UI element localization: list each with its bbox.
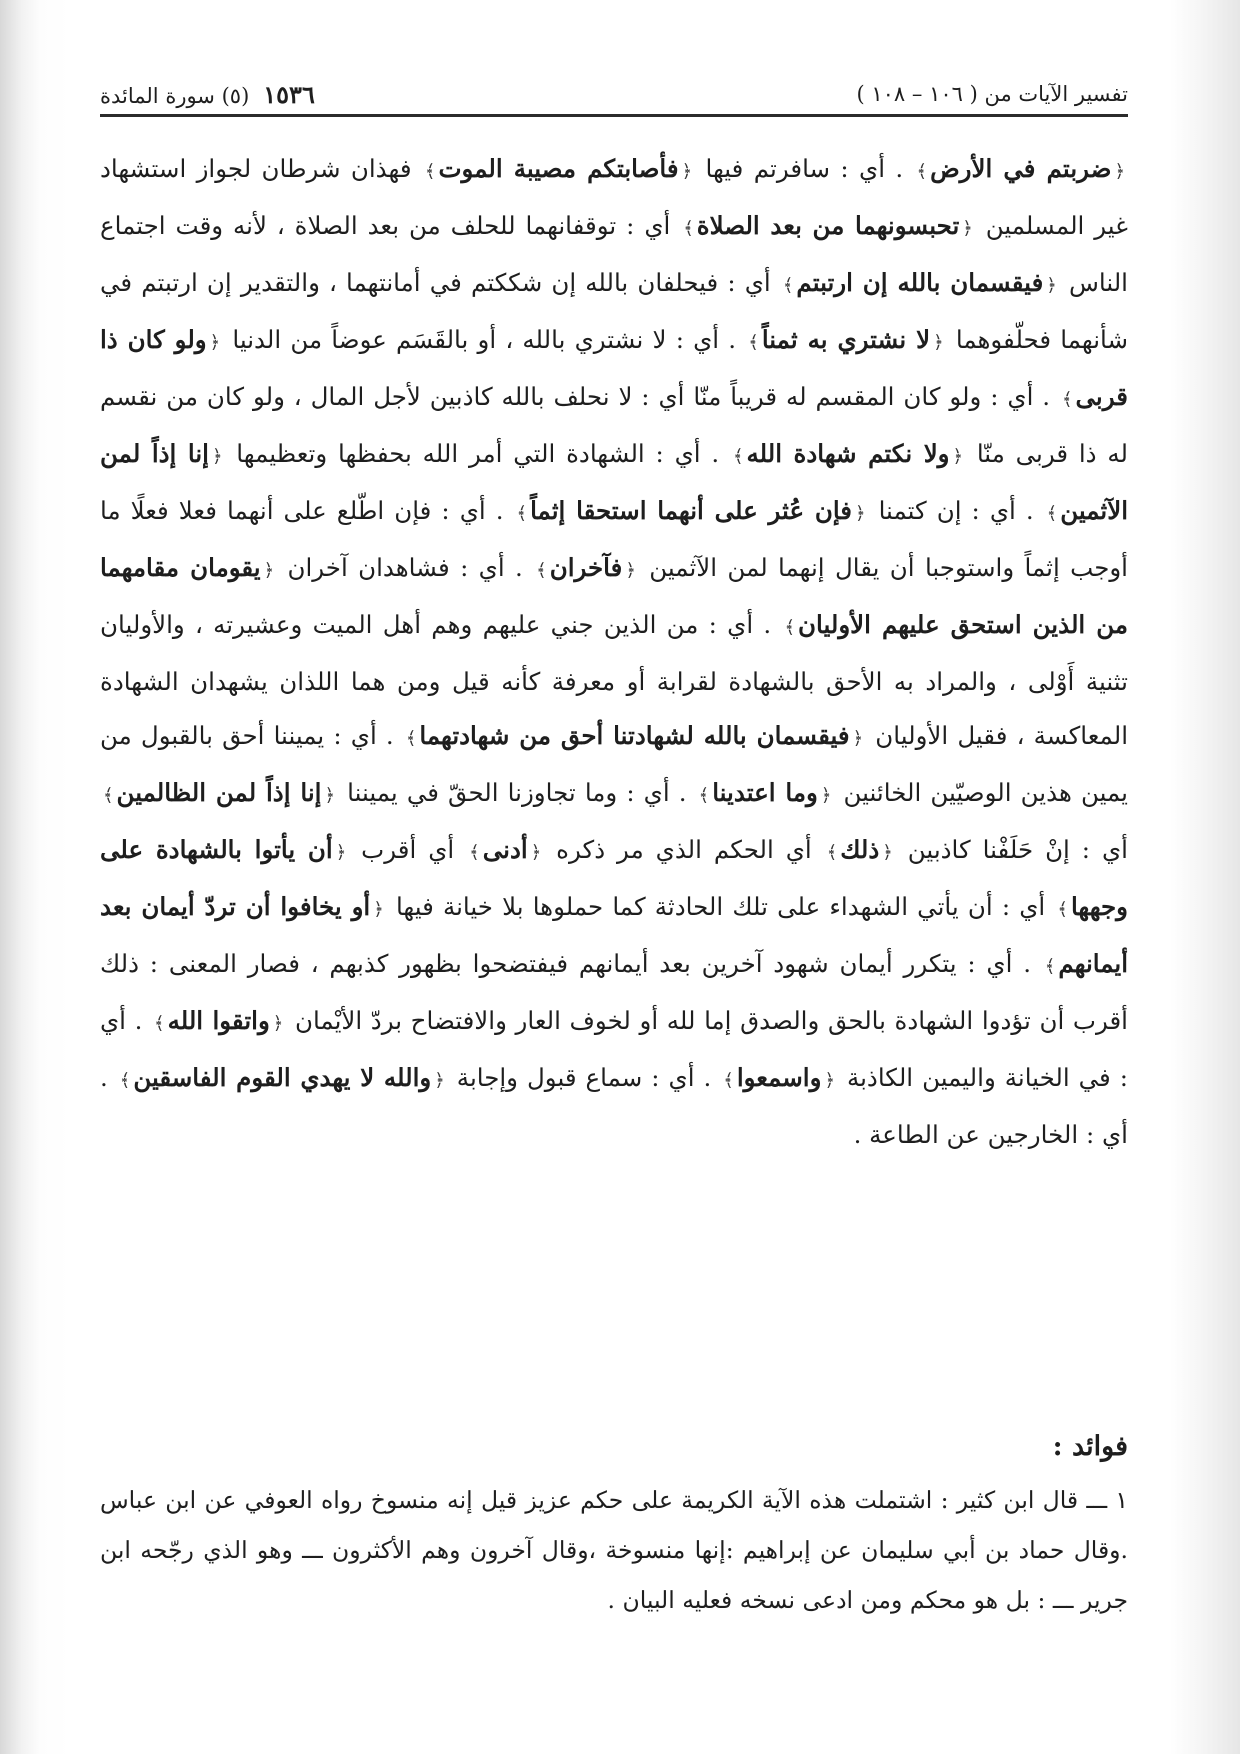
ornate-bracket-open: ﴿	[211, 446, 223, 467]
page-header	[100, 74, 1128, 117]
quran-phrase	[824, 835, 896, 864]
commentary-text: أي : فيحلفان بالله إن شككتم في أمانتهما ، والتقدير إن ارتبتم في شأنهما فحلّفوهما	[100, 268, 1129, 354]
ornate-bracket-open: ﴿	[625, 560, 636, 581]
ornate-bracket-open: ﴿	[1114, 161, 1126, 182]
quran-phrase	[720, 1063, 838, 1092]
commentary-text: . أي : لا نشتري بالله ، أو بالقَسَم عوضاً من الدنيا	[223, 325, 737, 354]
ornate-bracket-close: ﴾	[748, 332, 759, 353]
commentary-text: . أي : يتكرر أيمان شهود آخرين بعد أيمانهم فيفتضحوا بظهور كذبهم ، فصار المعنى : ذلك أقرب أن تؤدوا الشهادة بالحق والصدق إما لله أو لخوف العار والافتضاح بردّ الأيْمان	[100, 949, 1128, 1035]
tafsir-body	[100, 142, 1128, 1162]
page-number: ١٥٣٦	[263, 79, 315, 109]
section-title: تفسير الآيات من ( ١٠٦ – ١٠٨ )	[856, 82, 1128, 106]
commentary-text: . أي : فشاهدان آخران	[277, 553, 523, 582]
quran-text: أو يخافوا أن تردّ أيمان بعد أيمانهم	[100, 892, 1129, 978]
quran-text: فإن عُثر على أنهما استحقا إثماً	[530, 496, 853, 525]
quran-phrase	[533, 553, 639, 582]
ornate-bracket-close: ﴾	[154, 1013, 165, 1034]
quran-text: لا نشتري به ثمناً	[761, 325, 931, 354]
commentary-text: . أي : الشهادة التي أمر الله بحفظها وتعظيمها	[225, 439, 720, 468]
quran-phrase	[730, 439, 966, 468]
ornate-bracket-close: ﴾	[405, 728, 417, 749]
benefit-item: ١ ـــ قال ابن كثير : اشتملت هذه الآية الكريمة على حكم عزيز قيل إنه منسوخ رواه العوفي عن ابن عباس .وقال حماد بن أبي سليمان عن إبراهيم :إنها منسوخة ،وقال آخرون وهم الأكثرون ـــ وهو الذي رجّحه ابن جرير ـــ : بل هو محكم ومن ادعى نسخه فعليه البيان .	[100, 1486, 1128, 1614]
quran-text: يقومان مقامهما من الذين استحق عليهم الأوليان	[100, 553, 1128, 639]
quran-phrase	[117, 1063, 448, 1092]
quran-text: ولو كان ذا قربى	[100, 325, 1128, 411]
benefits-list	[100, 1475, 1128, 1625]
ornate-bracket-close: ﴾	[784, 617, 796, 638]
quran-text: إنا إذاً لمن الظالمين	[116, 778, 322, 807]
quran-phrase	[514, 496, 869, 525]
quran-text: أن يأتوا بالشهادة على وجهها	[100, 835, 1128, 921]
quran-phrase	[680, 211, 976, 240]
ornate-bracket-close: ﴾	[683, 218, 694, 239]
commentary-text: . أي : سافرتم فيها	[695, 154, 904, 183]
ornate-bracket-close: ﴾	[1061, 389, 1073, 410]
commentary-text: . أي : يميننا أحق بالقبول من يمين هذين الوصيّين الخائنين	[100, 721, 1129, 807]
commentary-text: فهذان شرطان لجواز استشهاد غير المسلمين	[100, 154, 1128, 240]
quran-phrase	[696, 778, 835, 807]
ornate-bracket-close: ﴾	[826, 842, 838, 863]
ornate-bracket-open: ﴿	[209, 332, 221, 353]
ornate-bracket-close: ﴾	[536, 560, 547, 581]
ornate-bracket-close: ﴾	[1044, 956, 1056, 977]
ornate-bracket-open: ﴿	[434, 1070, 445, 1091]
commentary-text: . أي : الخارجين عن الطاعة .	[100, 1063, 1128, 1149]
quran-text: ولا نكتم شهادة الله	[746, 439, 950, 468]
quran-text: فيقسمان بالله إن ارتبتم	[796, 268, 1044, 297]
ornate-bracket-open: ﴿	[852, 728, 864, 749]
ornate-bracket-open: ﴿	[962, 218, 973, 239]
benefits-heading: فوائد :	[1052, 1431, 1128, 1462]
ornate-bracket-open: ﴿	[855, 503, 866, 524]
commentary-text: أي : إنْ حَلَفْنا كاذبين	[895, 835, 1128, 864]
ornate-bracket-close: ﴾	[119, 1070, 131, 1091]
commentary-text: . أي : وما تجاوزنا الحقّ في يميننا	[338, 778, 687, 807]
tafsir-paragraph	[100, 142, 1128, 1162]
quran-phrase	[422, 154, 695, 183]
quran-text: واتقوا الله	[167, 1006, 270, 1035]
ornate-bracket-close: ﴾	[698, 785, 710, 806]
ornate-bracket-close: ﴾	[469, 842, 480, 863]
surah-title: (٥) سورة المائدة	[100, 83, 250, 108]
header-right	[100, 80, 315, 109]
commentary-text: أي أقرب	[349, 835, 455, 864]
quran-phrase	[100, 778, 338, 807]
quran-text: إنا إذاً لمن الآثمين	[100, 439, 1129, 525]
commentary-text: . أي : في الخيانة واليمين الكاذبة	[100, 1006, 1128, 1092]
quran-text: أدنى	[482, 835, 528, 864]
commentary-text: أي الحكم الذي مر ذكره	[544, 835, 812, 864]
ornate-bracket-open: ﴿	[373, 899, 384, 920]
ornate-bracket-close: ﴾	[516, 503, 528, 524]
quran-text: فأصابتكم مصيبة الموت	[438, 154, 679, 183]
commentary-text: . أي : إن كتمنا	[868, 496, 1034, 525]
ornate-bracket-open: ﴿	[335, 842, 347, 863]
ornate-bracket-open: ﴿	[824, 1070, 835, 1091]
ornate-bracket-open: ﴿	[1046, 275, 1057, 296]
ornate-bracket-open: ﴿	[263, 560, 275, 581]
quran-text: فيقسمان بالله لشهادتنا أحق من شهادتهما	[419, 721, 850, 750]
ornate-bracket-close: ﴾	[103, 785, 114, 806]
ornate-bracket-open: ﴿	[681, 161, 693, 182]
quran-text: ذلك	[840, 835, 880, 864]
quran-text: ضربتم في الأرض	[930, 154, 1112, 183]
quran-phrase	[914, 154, 1129, 183]
quran-phrase	[466, 835, 544, 864]
quran-text: واسمعوا	[736, 1063, 822, 1092]
quran-phrase	[151, 1006, 286, 1035]
ornate-bracket-close: ﴾	[424, 161, 436, 182]
ornate-bracket-close: ﴾	[1057, 899, 1068, 920]
ornate-bracket-close: ﴾	[723, 1070, 734, 1091]
quran-phrase	[780, 268, 1060, 297]
ornate-bracket-close: ﴾	[732, 446, 744, 467]
commentary-text: . أي : فإن اطّلع على أنهما فعلا فعلًا ما أوجب إثماً واستوجبا أن يقال إنهما لمن الآثمين	[100, 496, 1128, 582]
ornate-bracket-close: ﴾	[782, 275, 794, 296]
commentary-text: . أي : سماع قبول وإجابة	[447, 1063, 712, 1092]
ornate-bracket-open: ﴿	[933, 332, 944, 353]
commentary-text: . أي : ولو كان المقسم له قريباً منّا أي : لا نحلف بالله كاذبين لأجل المال ، ولو كان من نقسم له ذا قربى منّا	[100, 382, 1128, 468]
ornate-bracket-close: ﴾	[916, 161, 928, 182]
ornate-bracket-open: ﴿	[324, 785, 336, 806]
quran-phrase	[403, 721, 866, 750]
commentary-text: أي : توقفانهما للحلف من بعد الصلاة ، لأنه وقت اجتماع الناس	[100, 211, 1128, 297]
ornate-bracket-open: ﴿	[272, 1013, 284, 1034]
commentary-text: . أي : من الذين جني عليهم وهم أهل الميت وعشيرته ، والأوليان تثنية أَوْلى ، والمراد به الأحق بالشهادة لقرابة أو معرفة كأنه قيل ومن هما اللذان يشهدان الشهادة المعاكسة ، فقيل الأوليان	[100, 610, 1128, 750]
quran-text: وما اعتدينا	[712, 778, 818, 807]
commentary-text: أي : أن يأتي الشهداء على تلك الحادثة كما حملوها بلا خيانة فيها	[386, 892, 1046, 921]
ornate-bracket-open: ﴿	[952, 446, 964, 467]
quran-text: والله لا يهدي القوم الفاسقين	[133, 1063, 432, 1092]
ornate-bracket-open: ﴿	[820, 785, 832, 806]
ornate-bracket-close: ﴾	[1046, 503, 1058, 524]
quran-phrase	[745, 325, 946, 354]
quran-text: تحبسونهما من بعد الصلاة	[696, 211, 960, 240]
ornate-bracket-open: ﴿	[882, 842, 893, 863]
ornate-bracket-open: ﴿	[530, 842, 542, 863]
quran-text: فآخران	[549, 553, 623, 582]
